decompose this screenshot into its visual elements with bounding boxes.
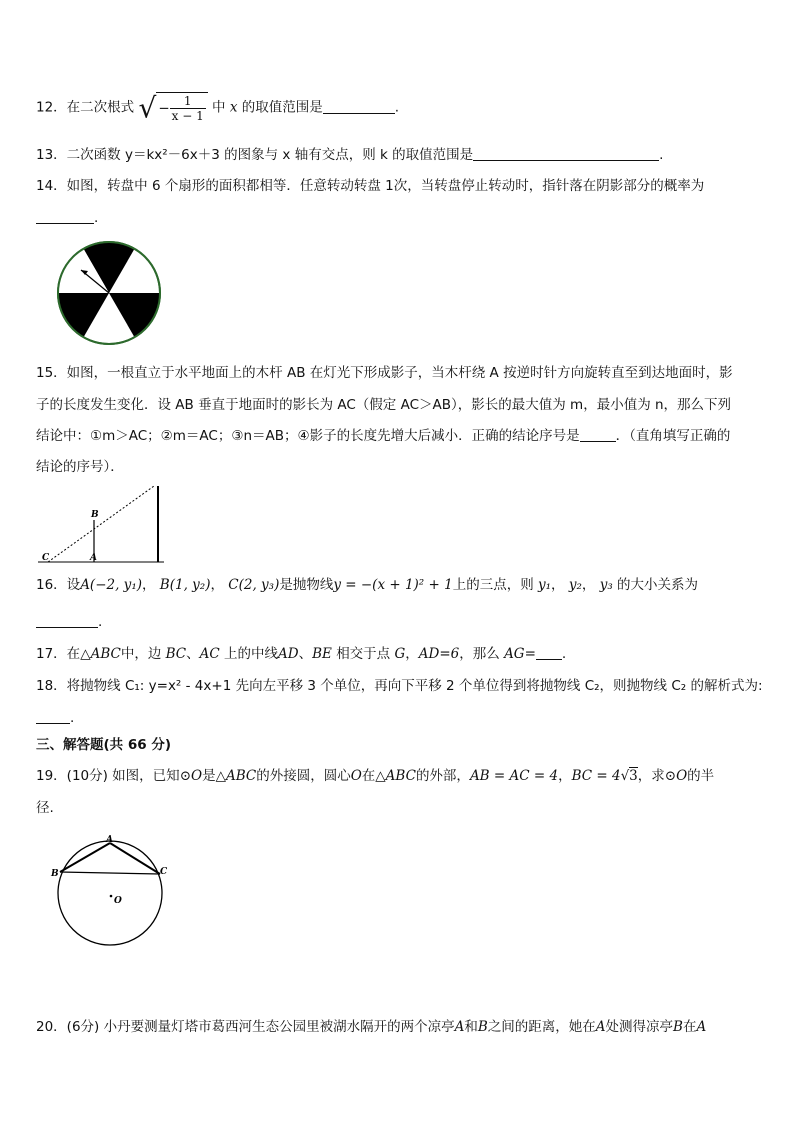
q19-t7: 的半 [687, 768, 715, 784]
label-b: B [91, 510, 99, 520]
ag-label: AG= [504, 646, 536, 662]
triangle-abc-1: △ABC [215, 768, 257, 784]
q12-after: 的取值范围是 [241, 99, 323, 116]
q19-t2: 的外接圆，圆心 [256, 768, 351, 784]
answer-blank-13[interactable] [473, 146, 659, 161]
question-15-line2 [36, 395, 731, 415]
triangle-abc-2: △ABC [375, 768, 416, 784]
answer-blank-14[interactable] [36, 209, 94, 224]
q19-pre: 19．(10分) 如图，已知 [36, 768, 180, 784]
q20-and: 和 [464, 1019, 478, 1035]
question-18 [36, 676, 763, 696]
section-3-heading: 三、解答题(共 66 分) [36, 737, 172, 753]
question-16: 16．设A(−2, y₁)， B(1, y₂)， C(2, y₃)是抛物线y = −(x + 1)² + 1上的三点，则 y₁， y₂， y₃ 的大小关系为 [36, 577, 699, 593]
q15-line2: 子的长度发生变化．设 AB 垂直于地面时的影长为 AC（假定 AC＞AB），影长的最大值为 m，最小值为 n，那么下列 [36, 397, 732, 413]
q18-end: . [70, 710, 75, 726]
q17-t4: ， [405, 646, 419, 662]
center-point [110, 895, 113, 898]
q20-t3: 在 [682, 1019, 697, 1035]
q16-end: . [98, 614, 103, 630]
circumcircle-figure [50, 830, 180, 952]
bc-length: BC = 4 [571, 768, 621, 784]
question-20 [36, 1017, 706, 1037]
q16-pre: 16．设 [36, 577, 81, 593]
q14-end: . [94, 210, 99, 226]
answer-blank-17[interactable] [536, 645, 562, 660]
question-19 [36, 766, 714, 786]
q19-t1: 是 [202, 768, 216, 784]
q20-pre: 20．(6分) 小丹要测量灯塔市葛西河生态公园里被湖水隔开的两个凉亭 [36, 1019, 455, 1035]
q15-line3b: ．（直角填写正确的 [615, 428, 731, 444]
sqrt-icon: √ [620, 768, 630, 784]
q18-text: 18．将抛物线 C₁: y=x² - 4x+1 先向左平移 3 个单位，再向下平移 2 个单位得到将抛物线 C₂，则抛物线 C₂ 的解析式为: [36, 678, 763, 694]
q19-line2: 径. [36, 800, 54, 816]
q16-mid: 是抛物线 [279, 577, 334, 593]
question-15-line4 [36, 457, 124, 477]
circle-outline [58, 841, 162, 945]
label-c-circle: C [160, 867, 168, 877]
var-y1: y₁ [538, 577, 552, 593]
ad-length: AD=6 [418, 646, 460, 662]
question-13 [36, 145, 663, 165]
pavilion-a: A [454, 1019, 465, 1035]
sqrt-expression: √ − $\frac{1}{x - 1}$ [138, 92, 207, 123]
answer-blank-18[interactable] [36, 709, 70, 724]
q17-sep: 、 [186, 646, 200, 662]
median-be: BE [312, 646, 332, 662]
point-b: B(1, y₂) [159, 577, 211, 593]
q20-t2: 处测得凉亭 [605, 1019, 674, 1035]
ab-ac-length: AB = AC = 4 [469, 768, 559, 784]
pavilion-a-3: A [696, 1019, 707, 1035]
q17-t3: 相交于点 [336, 646, 391, 662]
q13-end: . [659, 147, 664, 163]
point-c: C(2, y₃) [228, 577, 280, 593]
shadow-figure [36, 480, 170, 570]
point-g: G [394, 646, 406, 662]
q17-t2: 上的中线 [224, 646, 279, 662]
q12-variable: x [229, 99, 238, 116]
q19-t3: 在 [361, 768, 376, 784]
q17-end: . [561, 646, 567, 662]
q17-pre: 17．在 [36, 646, 81, 662]
label-b-circle: B [51, 869, 59, 879]
q17-sep2: 、 [298, 646, 313, 662]
spinner-figure [55, 240, 165, 346]
q15-line3a: 结论中：①m＞AC；②m＝AC；③n＝AB；④影子的长度先增大后减小．正确的结论序号是 [36, 428, 580, 444]
var-y3: y₃ [599, 577, 613, 593]
segment-bc [60, 872, 160, 874]
q17-t1: 中，边 [120, 646, 162, 662]
q12-mid: 中 [212, 99, 226, 116]
label-o-circle: O [114, 896, 122, 906]
circle-o: ⊙O [179, 768, 203, 784]
bc-radicand: 3 [629, 768, 638, 784]
pavilion-a-2: A [595, 1019, 606, 1035]
pavilion-b: B [477, 1019, 488, 1035]
side-bc: BC [165, 646, 187, 662]
q12-end: . [394, 99, 400, 116]
section-title [36, 735, 171, 755]
question-19-line2 [36, 798, 54, 818]
q16-post: 上的三点，则 [452, 577, 534, 593]
minus-sign: − [158, 100, 170, 117]
fraction-denominator: x − 1 [171, 109, 204, 123]
pavilion-b-2: B [673, 1019, 683, 1035]
question-16-answer [36, 612, 102, 632]
label-c: C [42, 553, 50, 563]
point-a: A(−2, y₁) [80, 577, 142, 593]
answer-blank-12[interactable] [323, 99, 395, 114]
question-12 [36, 92, 399, 123]
q19-t4: 的外部， [415, 768, 470, 784]
q17-t5: ，那么 [459, 646, 500, 662]
question-14 [36, 176, 704, 196]
parabola-equation: y = −(x + 1)² + 1 [333, 577, 453, 593]
q12-prefix: 12．在二次根式 [36, 99, 135, 116]
question-15-line3 [36, 426, 730, 446]
fraction [170, 94, 206, 123]
var-y2: y₂ [568, 577, 582, 593]
label-a: A [90, 553, 97, 563]
q15-line1: 15．如图，一根直立于水平地面上的木杆 AB 在灯光下形成影子，当木杆绕 A 按逆时针方向旋转直至到达地面时，影 [36, 365, 733, 381]
q16-tail: 的大小关系为 [617, 577, 699, 593]
q13-text: 13．二次函数 y＝kx²－6x＋3 的图象与 x 轴有交点，则 k 的取值范围是 [36, 147, 474, 163]
question-17 [36, 644, 566, 664]
label-a-circle: A [106, 835, 113, 845]
triangle-abc: △ABC [80, 646, 121, 662]
question-15-line1 [36, 363, 733, 383]
q15-line4: 结论的序号）． [36, 459, 124, 475]
fraction-numerator: 1 [170, 94, 206, 109]
median-ad: AD [278, 646, 299, 662]
q20-t1: 之间的距离，她在 [487, 1019, 596, 1035]
light-ray [48, 486, 154, 562]
q19-t6: ，求 [637, 768, 665, 784]
answer-blank-16[interactable] [36, 613, 98, 628]
answer-blank-15[interactable] [580, 427, 616, 442]
circle-o-2: ⊙O [664, 768, 688, 784]
center-o: O [350, 768, 362, 784]
q14-text: 14．如图，转盘中 6 个扇形的面积都相等．任意转动转盘 1次，当转盘停止转动时，指针落在阴影部分的概率为 [36, 178, 705, 194]
question-14-answer [36, 208, 98, 228]
q19-t5: ， [558, 768, 572, 784]
side-ac: AC [199, 646, 220, 662]
question-18-answer [36, 708, 74, 728]
